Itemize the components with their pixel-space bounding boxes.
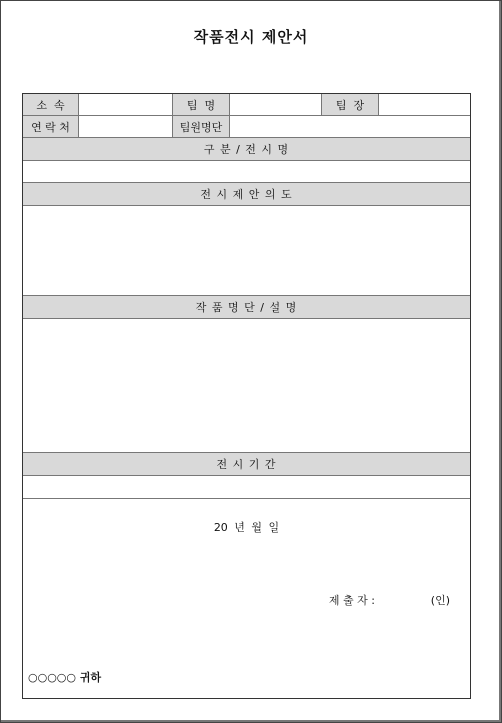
contact-field[interactable] [78,116,172,137]
submitter-label: 제 출 자 : [328,594,375,607]
works-field[interactable] [23,319,470,453]
date-line: 20 년 월 일 [213,521,280,534]
recipient-line: ○○○○○ 귀하 [28,671,102,684]
team-leader-field[interactable] [378,94,470,115]
seal-mark: (인) [430,594,450,607]
info-row-2 [23,116,470,138]
proposal-form-table [22,93,471,699]
team-name-field[interactable] [229,94,321,115]
works-header: 작 품 명 단 / 설 명 [23,296,470,319]
contact-label: 연 락 처 [23,116,78,137]
members-field[interactable] [229,116,470,137]
period-field[interactable] [23,476,470,499]
members-label: 팀원명단 [172,116,229,137]
affiliation-field[interactable] [78,94,172,115]
document-title: 작품전시 제안서 [193,28,309,46]
intent-header: 전 시 제 안 의 도 [23,183,470,206]
category-field[interactable] [23,161,470,183]
category-header: 구 분 / 전 시 명 [23,138,470,161]
affiliation-label: 소 속 [23,94,78,115]
team-leader-label: 팀 장 [321,94,378,115]
intent-field[interactable] [23,206,470,296]
period-header: 전 시 기 간 [23,453,470,476]
info-row-1 [23,94,470,116]
team-name-label: 팀 명 [172,94,229,115]
